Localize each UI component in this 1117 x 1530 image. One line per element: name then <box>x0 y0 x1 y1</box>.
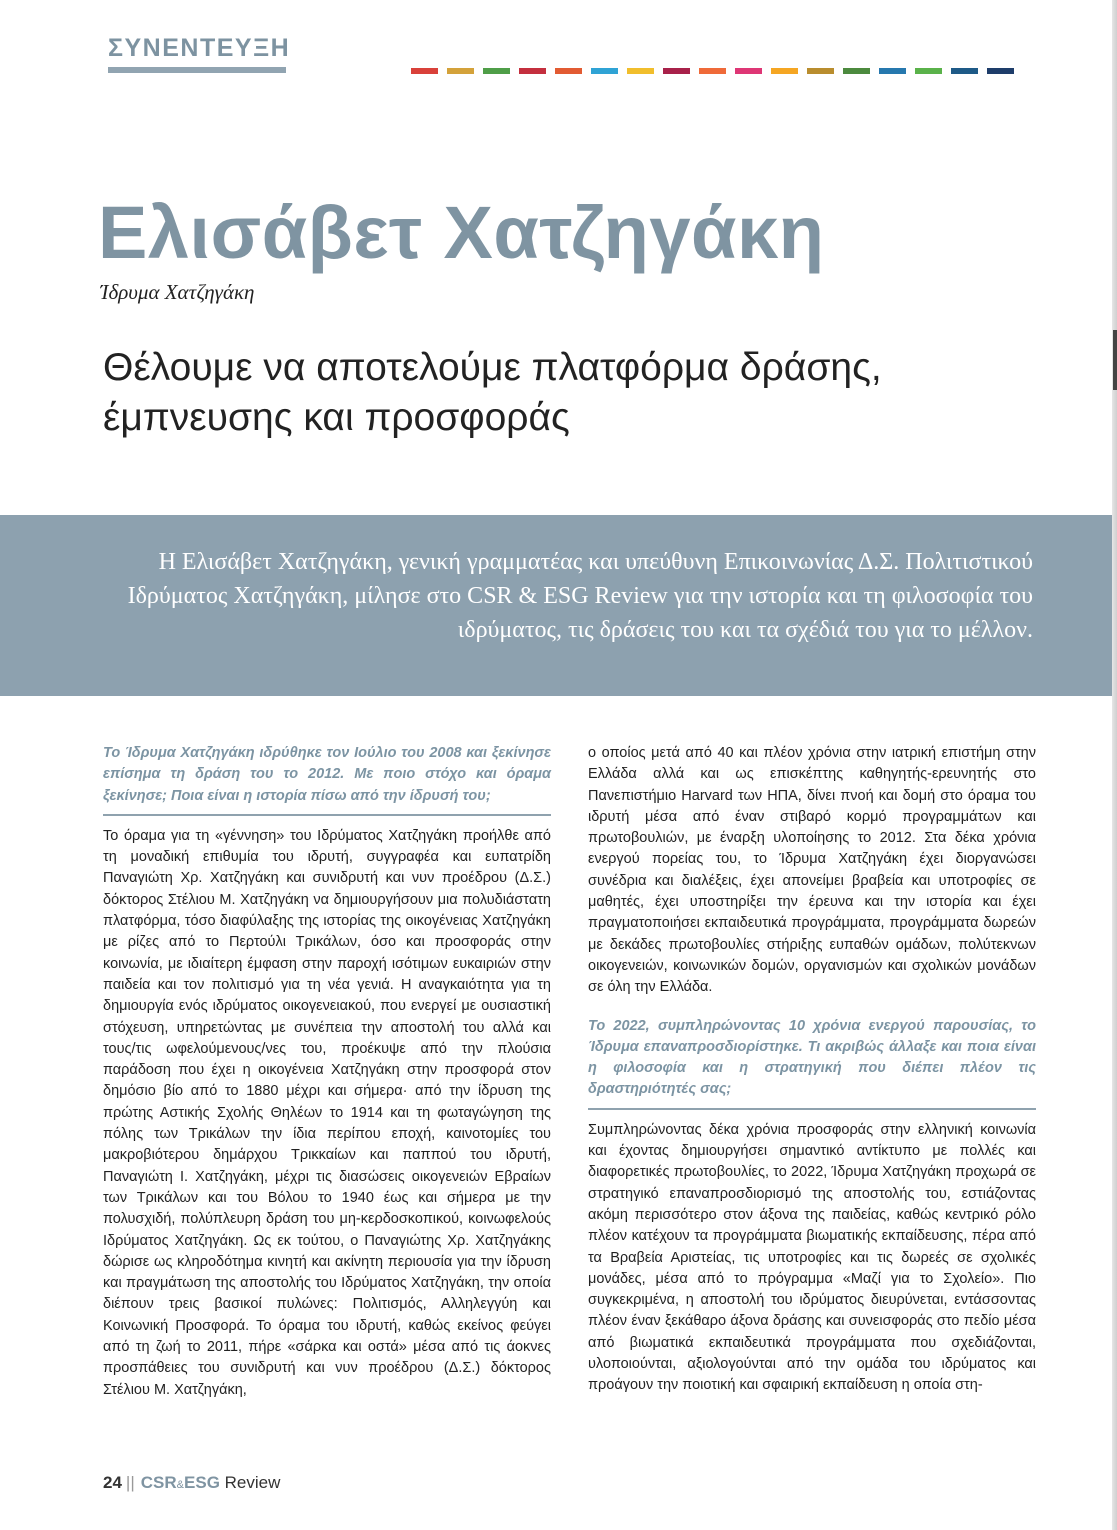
footer-separator: || <box>125 1473 135 1492</box>
organization-name: Ίδρυμα Χατζηγάκη <box>100 280 255 304</box>
color-bar-segment <box>843 68 870 74</box>
color-bar-segment <box>951 68 978 74</box>
color-bar-segment <box>591 68 618 74</box>
column-left <box>103 743 551 1401</box>
headline-line-2: έμπνευσης και προσφοράς <box>103 396 570 439</box>
color-bar-segment <box>987 68 1014 74</box>
color-bar-segment <box>915 68 942 74</box>
interview-answer-2: Συμπληρώνοντας δέκα χρόνια προσφοράς στην ελληνική κοινωνία και έχοντας δημιουργήσει σημαντικό αντίκτυπο με πολλές και διαφορετικές πρωτοβουλίες, το 2022, Ίδρυμα Χατζηγάκη προχωρά σε στρατηγικό επαναπροσδιορισμό της αποστολής του, εστιάζοντας ακόμη περισσότερο στον άξονα της παιδείας, καθώς κεντρικό ρόλο πλέον κατέχουν τα προγράμματα βιωματικής εκπαίδευσης, πέρα από τα Βραβεία Αριστείας, τις υποτροφίες και τις δωρεές σε σχολικές μονάδες, μέσα από το πρόγραμμα «Μαζί για το Σχολείο». Πιο συγκεκριμένα, η αποστολή του ιδρύματος διευρύνεται, εντάσσοντας πλέον έναν ξεκάθαρο άξονα δράσης και συνεισφοράς στο πεδίο μέσα από βιωματικά εκπαιδευτικά προγράμματα που σχεδιάζονται, υλοποιούνται, αξιολογούνται από την ομάδα του ιδρύματος και προάγουν την ποιοτική και σφαιρική εκπαίδευση η οποία στη- <box>588 1121 1036 1394</box>
interview-answer-1-part-2: ο οποίος μετά από 40 και πλέον χρόνια στην ιατρική επιστήμη στην Ελλάδα αλλά και ως επισκέπτης καθηγητής-ερευνητής στο Πανεπιστήμιο Harvard των ΗΠΑ, δίνει πνοή και δομή στο όραμα του ιδρυτή μέσα από έναν στιβαρό κορμό προγραμμάτων και πρωτοβουλιών, με έναρξη υλοποίησης το 2012. Στα δέκα χρόνια ενεργού πορείας του, το Ίδρυμα Χατζηγάκη έχει διοργανώσει συνέδρια και διαλέξεις, έχει απονείμει βραβεία και υποτροφίες σε μαθητές, έχει υποστηρίξει την έρευνα και την ιστορία και έχει πραγματοποιήσει εκπαιδευτικά προγράμματα, προγράμματα δωρεών με δεκάδες πρωτοβουλίες στήριξης ευπαθών ομάδων, πολύτεκνων οικογενειών, κοινωνικών δομών, οργανισμών και σχολικών μονάδων σε όλη την Ελλάδα. <box>588 745 1036 996</box>
color-bar-segment <box>879 68 906 74</box>
color-bar-segment <box>735 68 762 74</box>
interview-answer-1-part-1: Το όραμα για τη «γέννηση» του Ιδρύματος Χατζηγάκη προήλθε από τη μοναδική επιθυμία του ιδρυτή, συγγραφέα και ευπατρίδη Παναγιώτη Χρ. Χατζηγάκη και συνιδρυτή και νυν προέδρου (Δ.Σ.) δόκτορος Στέλιου Μ. Χατζηγάκη να δημιουργήσουν μια πολυδιάστατη πλατφόρμα, τόσο διαφύλαξης της ιστορίας της οικογένειας Χατζηγάκη με ρίζες από το Περτούλι Τρικάλων, όσο και προσφοράς στην κοινωνία, με ιδιαίτερη έμφαση στην παροχή ισότιμων ευκαιριών στην παιδεία και τον πολιτισμό για τη νέα γενιά. Η αναγκαιότητα για τη δημιουργία ενός ιδρύματος οικογενειακού, που ενεργεί με ουσιαστική στόχευση, υπηρετώντας με συνέπεια την αποστολή του αλλά και τους/τις ωφελούμενους/νες του, προέκυψε από την πλούσια παράδοση που έχει η οικογένεια Χατζηγάκη στην προσφορά στον δημόσιο βίο από το 1880 μέχρι και σήμερα· από την ίδρυση της πρώτης Αστικής Σχολής Θηλέων το 1914 και τη φωταγώγηση της πόλης των Τρικάλων την ίδια περίπου εποχή, καινοτομίες του μακροβιότερου δημάρχου Τρικκαίων και παππού του ιδρυτή, Παναγιώτη Ι. Χατζηγάκη, μέχρι τις διασώσεις οικογενειών Εβραίων των Τρικάλων και του Βόλου το 1940 έως και σήμερα με την πολυσχιδή, πολύπλευρη δράση του μη-κερδοσκοπικού, κοινωφελούς Ιδρύματος Χατζηγάκη. Ως εκ τούτου, ο Παναγιώτης Χρ. Χατζηγάκης δώρισε ως κληροδότημα κινητή και ακίνητη περιουσία για την ίδρυση και πραγμάτωση της αποστολής του Ιδρύματος Χατζηγάκη, την οποία διέπουν τρεις βασικοί πυλώνες: Πολιτισμός, Αλληλεγγύη και Κοινωνική Προσφορά. Το όραμα του ιδρυτή, καθώς εκείνος φεύγει από τη ζωή το 2011, πήρε «σάρκα και οστά» μέσα από τις άοκνες προσπάθειες του συνιδρυτή και νυν προέδρου (Δ.Σ.) δόκτορος Στέλιου Μ. Χατζηγάκη, <box>103 827 551 1398</box>
page-edge-mark <box>1113 330 1117 390</box>
section-label: ΣΥΝΕΝΤΕΥΞΗ <box>108 34 291 62</box>
interview-question-2: Το 2022, συμπληρώνοντας 10 χρόνια ενεργού παρουσίας, το Ίδρυμα επαναπροσδιορίστηκε. Τι ακριβώς άλλαξε και ποια είναι η φιλοσοφία και η στρατηγική που διέπει πλέον τις δραστηριότητές σας; <box>588 1017 1036 1098</box>
color-bar-segment <box>447 68 474 74</box>
page-footer <box>103 1473 280 1493</box>
question-divider <box>103 814 551 816</box>
color-bar <box>411 68 1014 74</box>
question-divider <box>588 1108 1036 1110</box>
page-edge <box>1112 0 1117 1530</box>
brand-esg: ESG <box>184 1473 220 1492</box>
color-bar-segment <box>807 68 834 74</box>
brand-review: Review <box>224 1473 281 1492</box>
brand-csr: CSR <box>140 1473 177 1492</box>
color-bar-segment <box>663 68 690 74</box>
color-bar-segment <box>483 68 510 74</box>
color-bar-segment <box>771 68 798 74</box>
brand-amp: & <box>176 1479 185 1491</box>
author-name: Ελισάβετ Χατζηγάκη <box>98 191 825 274</box>
color-bar-segment <box>627 68 654 74</box>
lead-paragraph: Η Ελισάβετ Χατζηγάκη, γενική γραμματέας και υπεύθυνη Επικοινωνίας Δ.Σ. Πολιτιστικού Ιδρύματος Χατζηγάκη, μίλησε στο CSR & ESG Review για την ιστορία και τη φιλοσοφία του ιδρύματος, τις δράσεις του και τα σχέδιά του για το μέλλον. <box>127 549 1033 643</box>
headline <box>103 343 1063 443</box>
headline-line-1: Θέλουμε να αποτελούμε πλατφόρμα δράσης, <box>103 346 882 389</box>
page-number: 24 <box>103 1473 122 1492</box>
column-right <box>588 743 1036 1397</box>
interview-question-1: Το Ίδρυμα Χατζηγάκη ιδρύθηκε τον Ιούλιο του 2008 και ξεκίνησε επίσημα τη δράση του το 2012. Με ποιο στόχο και όραμα ξεκίνησε; Ποια είναι η ιστορία πίσω από την ίδρυσή του; <box>103 745 551 804</box>
section-underline <box>108 67 286 73</box>
color-bar-segment <box>519 68 546 74</box>
color-bar-segment <box>555 68 582 74</box>
color-bar-segment <box>411 68 438 74</box>
color-bar-segment <box>699 68 726 74</box>
